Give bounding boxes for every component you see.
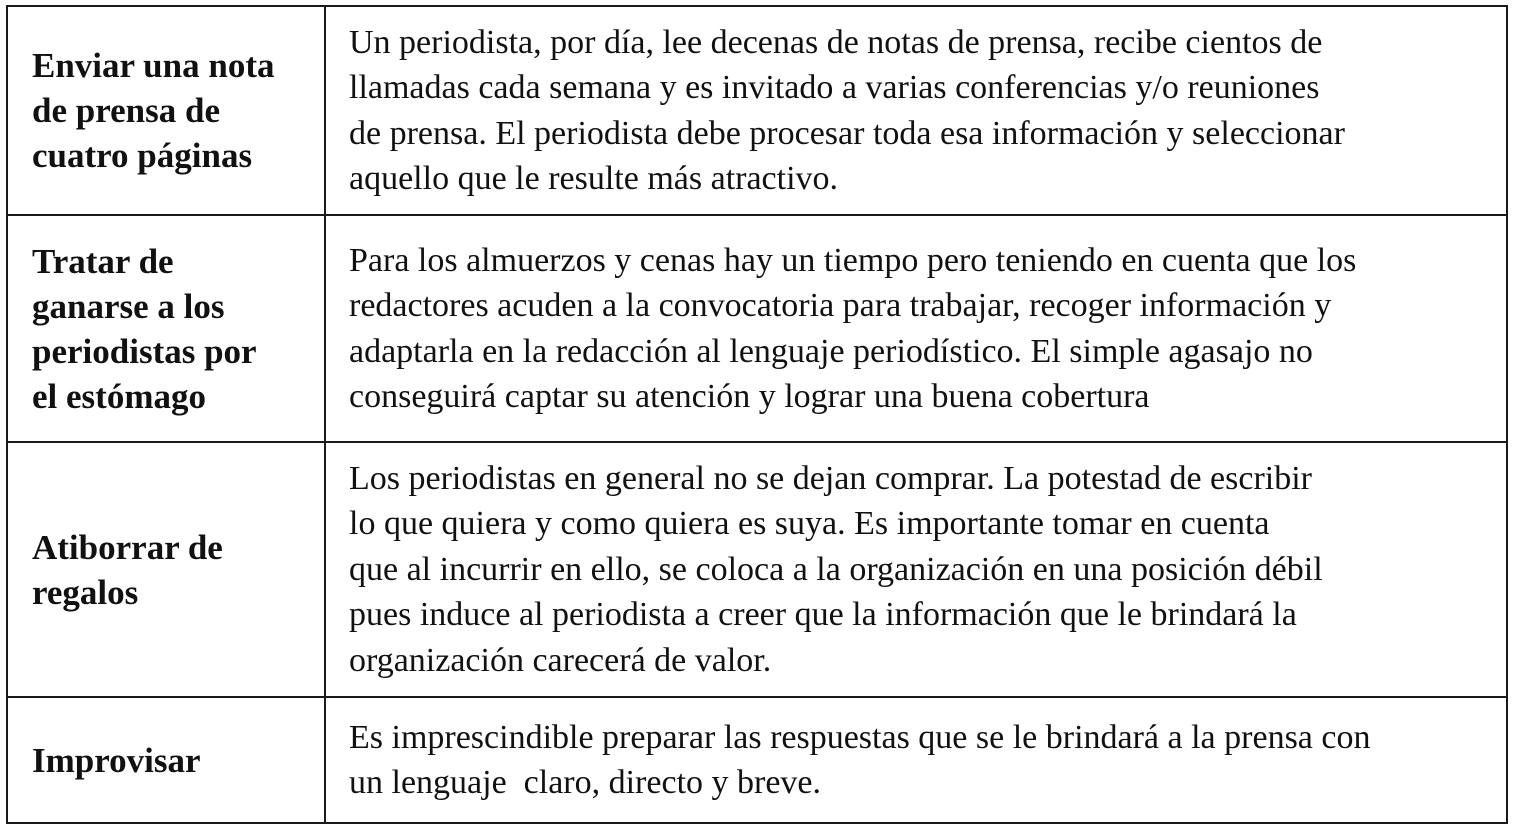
term-line: periodistas por xyxy=(32,331,257,371)
term-line: Enviar una nota xyxy=(32,46,275,85)
description-text xyxy=(349,238,1356,420)
description-line: lo que quiera y como quiera es suya. Es importante tomar en cuenta xyxy=(349,505,1270,543)
description-text xyxy=(349,20,1345,202)
term-text xyxy=(32,43,275,178)
term-cell xyxy=(8,216,326,443)
description-line: Para los almuerzos y cenas hay un tiempo pero teniendo en cuenta que los xyxy=(349,241,1357,279)
description-text xyxy=(349,715,1370,806)
term-line: Improvisar xyxy=(32,740,201,780)
description-line: aquello que le resulte más atractivo. xyxy=(349,160,839,197)
term-text xyxy=(32,239,257,419)
advice-table xyxy=(6,5,1508,824)
term-cell xyxy=(8,443,326,698)
description-cell xyxy=(326,698,1506,822)
description-line: conseguirá captar su atención y lograr una buena cobertura xyxy=(349,378,1150,415)
description-line: Es imprescindible preparar las respuestas que se le brindará a la prensa con xyxy=(349,718,1371,756)
description-line: Los periodistas en general no se dejan comprar. La potestad de escribir xyxy=(349,459,1312,497)
description-text xyxy=(349,456,1323,684)
description-cell xyxy=(326,7,1506,216)
term-line: Atiborrar de xyxy=(32,527,223,567)
description-line: redactores acuden a la convocatoria para trabajar, recoger información y xyxy=(349,287,1332,324)
term-line: ganarse a los xyxy=(32,286,225,326)
description-cell xyxy=(326,216,1506,443)
term-line: de prensa de xyxy=(32,91,220,130)
description-line: pues induce al periodista a creer que la información que le brindará la xyxy=(349,596,1297,634)
term-cell xyxy=(8,698,326,822)
term-line: Tratar de xyxy=(32,241,174,281)
term-cell xyxy=(8,7,326,216)
term-line: el estómago xyxy=(32,376,206,416)
term-text xyxy=(32,525,223,615)
description-line: adaptarla en la redacción al lenguaje periodístico. El simple agasajo no xyxy=(349,332,1313,370)
term-text xyxy=(32,738,201,783)
description-line: que al incurrir en ello, se coloca a la organización en una posición débil xyxy=(349,550,1323,588)
description-line: llamadas cada semana y es invitado a varias conferencias y/o reuniones xyxy=(349,69,1320,106)
term-line: regalos xyxy=(32,572,139,612)
description-cell xyxy=(326,443,1506,698)
description-line: Un periodista, por día, lee decenas de notas de prensa, recibe cientos de xyxy=(349,23,1323,61)
description-line: un lenguaje claro, directo y breve. xyxy=(349,764,822,801)
term-line: cuatro páginas xyxy=(32,136,253,175)
description-line: de prensa. El periodista debe procesar toda esa información y seleccionar xyxy=(349,114,1345,152)
description-line: organización carecerá de valor. xyxy=(349,641,772,679)
